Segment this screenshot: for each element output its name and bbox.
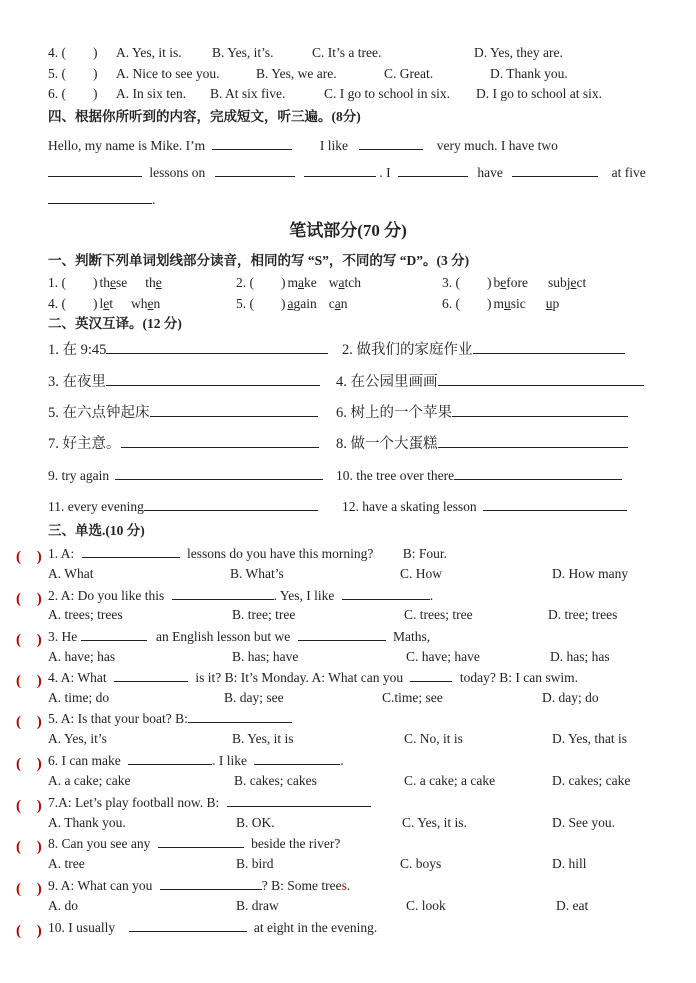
answer-blank[interactable] bbox=[160, 876, 262, 890]
phonics-word-1 bbox=[100, 275, 128, 290]
phonics-item-1 bbox=[48, 274, 162, 292]
answer-blank[interactable] bbox=[359, 136, 423, 150]
mc-q5-stem bbox=[48, 709, 292, 728]
word-part: sic bbox=[510, 296, 526, 311]
mc-q1-option-a[interactable]: A. What bbox=[48, 566, 94, 581]
passage-text: very much. I have two bbox=[436, 138, 558, 153]
mc-q4-stem bbox=[48, 668, 578, 687]
mc-q9-option-c[interactable]: C. look bbox=[406, 898, 446, 913]
passage-text: . I bbox=[379, 165, 391, 180]
mc-q4-option-a[interactable]: A. time; do bbox=[48, 690, 110, 705]
phonics-number[interactable]: 4. ( ) bbox=[48, 296, 98, 311]
translate-item-2 bbox=[342, 340, 625, 359]
answer-blank[interactable] bbox=[128, 751, 212, 765]
word-part: wh bbox=[131, 296, 148, 311]
translate-prompt: 7. 好主意。 bbox=[48, 436, 121, 452]
translate-prompt: 5. 在六点钟起床 bbox=[48, 405, 150, 421]
answer-bracket[interactable]: ( ) bbox=[16, 632, 48, 648]
mc-q5-option-a[interactable]: A. Yes, it’s bbox=[48, 731, 107, 746]
mc-q8-option-d[interactable]: D. hill bbox=[552, 856, 587, 871]
phonics-word-2 bbox=[548, 275, 586, 290]
translate-prompt: 10. the tree over there bbox=[336, 468, 455, 483]
stem-text: beside the river? bbox=[251, 836, 341, 851]
mc-q5-option-c[interactable]: C. No, it is bbox=[404, 731, 463, 746]
translate-item-8 bbox=[336, 434, 628, 453]
word-part: b bbox=[493, 275, 501, 290]
word-part: t bbox=[109, 296, 114, 311]
listen-q5-number: 5. ( ) bbox=[48, 66, 98, 81]
answer-blank[interactable] bbox=[115, 466, 323, 480]
passage-line-3: . bbox=[48, 190, 155, 209]
word-part: fore bbox=[506, 275, 528, 290]
listen-q6-option-b: B. At six five. bbox=[210, 86, 286, 101]
answer-blank[interactable] bbox=[106, 340, 328, 354]
answer-blank[interactable] bbox=[82, 544, 180, 558]
translate-prompt: 12. have a skating lesson bbox=[342, 499, 477, 514]
mc-q4-option-b[interactable]: B. day; see bbox=[224, 690, 284, 705]
answer-blank[interactable] bbox=[298, 627, 386, 641]
phonics-number[interactable]: 6. ( ) bbox=[442, 296, 492, 311]
word-part: n bbox=[340, 296, 348, 311]
listen-q5-option-c: C. Great. bbox=[384, 66, 434, 81]
translate-item-11 bbox=[48, 497, 318, 516]
mc-q9-option-a[interactable]: A. do bbox=[48, 898, 78, 913]
translate-item-5 bbox=[48, 403, 318, 422]
word-part: w bbox=[328, 275, 339, 290]
stem-text: is it? B: It’s Monday. A: What can you bbox=[195, 670, 404, 685]
underlined-letter: a bbox=[298, 275, 305, 290]
answer-blank[interactable] bbox=[106, 372, 320, 386]
passage-text: at five bbox=[611, 165, 646, 180]
phonics-word-2 bbox=[131, 296, 160, 311]
answer-blank[interactable] bbox=[48, 190, 152, 204]
answer-blank[interactable] bbox=[438, 434, 628, 448]
mc-q4-option-c[interactable]: C.time; see bbox=[382, 690, 443, 705]
phonics-word-2 bbox=[145, 275, 162, 290]
mc-q6-option-a[interactable]: A. a cake; cake bbox=[48, 773, 131, 788]
listen-q5-option-b: B. Yes, we are. bbox=[256, 66, 337, 81]
answer-blank[interactable] bbox=[150, 403, 318, 417]
translate-item-9 bbox=[48, 466, 323, 485]
stem-text: . bbox=[429, 588, 434, 603]
mc-q6-stem bbox=[48, 751, 344, 770]
stem-text: 1. A: bbox=[48, 546, 75, 561]
underlined-letter: a bbox=[334, 296, 341, 311]
stem-text: 8. Can you see any bbox=[48, 836, 151, 851]
answer-blank[interactable] bbox=[473, 340, 625, 354]
listen-q6-number: 6. ( ) bbox=[48, 86, 98, 101]
translate-item-3 bbox=[48, 372, 320, 391]
stem-text: 6. I can make bbox=[48, 753, 121, 768]
listen-q4-option-c: C. It’s a tree. bbox=[312, 45, 382, 60]
mc-q9-stem bbox=[48, 876, 350, 895]
answer-blank[interactable] bbox=[212, 136, 292, 150]
listen-q5-option-a: A. Nice to see you. bbox=[116, 66, 220, 81]
answer-blank[interactable] bbox=[172, 586, 274, 600]
answer-blank[interactable] bbox=[454, 466, 622, 480]
mc-q10-stem bbox=[48, 918, 377, 937]
answer-blank[interactable] bbox=[81, 627, 147, 641]
phonics-word-2 bbox=[329, 296, 348, 311]
answer-blank[interactable] bbox=[438, 372, 644, 386]
part4-heading: 四、根据你所听到的内容，完成短文，听三遍。(8分) bbox=[48, 109, 361, 124]
stem-text: 2. A: Do you like this bbox=[48, 588, 165, 603]
word-part: m bbox=[493, 296, 505, 311]
phonics-item-5 bbox=[236, 295, 348, 313]
word-part: gain bbox=[293, 296, 317, 311]
stem-text: . I like bbox=[212, 753, 247, 768]
mc-q2-stem bbox=[48, 586, 433, 605]
stem-text: at eight in the evening. bbox=[253, 920, 378, 935]
answer-blank[interactable] bbox=[227, 793, 371, 807]
section2-heading: 二、英汉互译。(12 分) bbox=[48, 316, 182, 331]
answer-bracket[interactable]: ( ) bbox=[16, 839, 48, 855]
underlined-letter: u bbox=[504, 296, 511, 311]
stem-text: B: Four. bbox=[402, 546, 448, 561]
mc-q7-option-d[interactable]: D. See you. bbox=[552, 815, 615, 830]
translate-prompt: 4. 在公园里画画 bbox=[336, 374, 438, 390]
answer-bracket[interactable]: ( ) bbox=[16, 673, 48, 689]
answer-blank[interactable] bbox=[410, 668, 452, 682]
phonics-item-3 bbox=[442, 274, 586, 292]
answer-bracket[interactable]: ( ) bbox=[16, 923, 48, 939]
phonics-number[interactable]: 3. ( ) bbox=[442, 275, 492, 290]
translate-item-10 bbox=[336, 466, 622, 485]
phonics-word-2 bbox=[329, 275, 361, 290]
mc-q6-option-d[interactable]: D. cakes; cake bbox=[552, 773, 631, 788]
mc-q9-option-b[interactable]: B. draw bbox=[236, 898, 279, 913]
translate-item-12 bbox=[342, 497, 627, 516]
answer-blank[interactable] bbox=[129, 918, 247, 932]
word-part: l bbox=[99, 296, 104, 311]
answer-blank[interactable] bbox=[215, 163, 295, 177]
answer-bracket[interactable]: ( ) bbox=[16, 591, 48, 607]
answer-blank[interactable] bbox=[512, 163, 598, 177]
stem-text: an English lesson but we bbox=[156, 629, 291, 644]
underlined-letter: e bbox=[103, 296, 110, 311]
section3-heading: 三、单选.(10 分) bbox=[48, 523, 145, 538]
mc-q8-option-c[interactable]: C. boys bbox=[400, 856, 442, 871]
written-section-title: 笔试部分(70 分) bbox=[289, 221, 407, 240]
answer-bracket[interactable]: ( ) bbox=[16, 756, 48, 772]
stem-text: . bbox=[340, 753, 344, 768]
answer-blank[interactable] bbox=[144, 497, 318, 511]
stem-text: today? B: I can swim. bbox=[459, 670, 578, 685]
phonics-word-1 bbox=[494, 275, 528, 290]
mc-q4-option-d[interactable]: D. day; do bbox=[542, 690, 599, 705]
word-part: th bbox=[145, 275, 156, 290]
section1-heading: 一、判断下列单词划线部分读音，相同的写 “S”，不同的写 “D”。(3 分) bbox=[48, 253, 470, 268]
passage-line-2 bbox=[48, 163, 646, 182]
translate-prompt: 3. 在夜里 bbox=[48, 374, 106, 390]
mc-q2-option-a[interactable]: A. trees; trees bbox=[48, 607, 123, 622]
passage-text: Hello, my name is Mike. I’m bbox=[48, 138, 206, 153]
phonics-word-1 bbox=[288, 296, 317, 311]
answer-bracket[interactable]: ( ) bbox=[16, 798, 48, 814]
mc-q7-stem bbox=[48, 793, 371, 812]
stem-text: Maths, bbox=[393, 629, 431, 644]
mc-q6-option-b[interactable]: B. cakes; cakes bbox=[234, 773, 317, 788]
word-part: tch bbox=[344, 275, 362, 290]
translate-prompt: 1. 在 9:45 bbox=[48, 342, 107, 358]
mc-q3-option-d[interactable]: D. has; has bbox=[550, 649, 610, 664]
answer-blank[interactable] bbox=[48, 163, 142, 177]
stem-text: 3. He bbox=[48, 629, 78, 644]
answer-blank[interactable] bbox=[254, 751, 340, 765]
answer-blank[interactable] bbox=[121, 434, 319, 448]
passage-line-1 bbox=[48, 136, 558, 155]
stem-text: 5. A: Is that your boat? B: bbox=[48, 711, 188, 726]
answer-bracket[interactable]: ( ) bbox=[16, 881, 48, 897]
translate-prompt: 2. 做我们的家庭作业 bbox=[342, 342, 473, 358]
phonics-number[interactable]: 1. ( ) bbox=[48, 275, 98, 290]
phonics-word-2 bbox=[546, 296, 560, 311]
phonics-word-1 bbox=[494, 296, 526, 311]
word-part: p bbox=[552, 296, 560, 311]
translate-item-4 bbox=[336, 372, 644, 391]
mc-q2-option-d[interactable]: D. tree; trees bbox=[548, 607, 618, 622]
answer-blank[interactable] bbox=[483, 497, 627, 511]
word-part: m bbox=[287, 275, 299, 290]
passage-text: lessons on bbox=[149, 165, 206, 180]
stem-text: lessons do you have this morning? bbox=[187, 546, 374, 561]
answer-blank[interactable] bbox=[158, 834, 244, 848]
underlined-letter: e bbox=[155, 275, 162, 290]
listen-q6-option-d: D. I go to school at six. bbox=[476, 86, 602, 101]
listen-q5-option-d: D. Thank you. bbox=[490, 66, 568, 81]
answer-bracket[interactable]: ( ) bbox=[16, 714, 48, 730]
answer-blank[interactable] bbox=[452, 403, 628, 417]
phonics-number[interactable]: 5. ( ) bbox=[236, 296, 286, 311]
mc-q2-option-c[interactable]: C. trees; tree bbox=[404, 607, 473, 622]
answer-blank[interactable] bbox=[114, 668, 188, 682]
translate-item-7 bbox=[48, 434, 319, 453]
answer-blank[interactable] bbox=[342, 586, 430, 600]
stem-text: . Yes, I like bbox=[273, 588, 335, 603]
underlined-letter: u bbox=[545, 296, 553, 311]
listen-q6-option-c: C. I go to school in six. bbox=[324, 86, 451, 101]
translate-prompt: 11. every evening bbox=[48, 499, 144, 514]
underlined-letter: e bbox=[147, 296, 154, 311]
listen-q4-number: 4. ( ) bbox=[48, 45, 98, 60]
underlined-letter: a bbox=[338, 275, 345, 290]
word-part: se bbox=[116, 275, 128, 290]
translate-prompt: 6. 树上的一个苹果 bbox=[336, 405, 452, 421]
word-part: c bbox=[328, 296, 335, 311]
answer-blank[interactable] bbox=[304, 163, 376, 177]
stem-text: ? B: Some tree bbox=[261, 878, 342, 893]
passage-text: I like bbox=[319, 138, 348, 153]
translate-prompt: 9. try again bbox=[48, 468, 110, 483]
answer-bracket[interactable]: ( ) bbox=[16, 549, 48, 565]
listen-q6-option-a: A. In six ten. bbox=[116, 86, 187, 101]
underlined-letter: a bbox=[287, 296, 294, 311]
mc-q7-option-b[interactable]: B. OK. bbox=[236, 815, 275, 830]
stem-text: 7.A: Let’s play football now. B: bbox=[48, 795, 220, 810]
word-part: ct bbox=[576, 275, 587, 290]
listen-q4-option-d: D. Yes, they are. bbox=[474, 45, 563, 60]
word-part: subj bbox=[547, 275, 571, 290]
phonics-item-2 bbox=[236, 274, 361, 292]
mc-q8-option-b[interactable]: B. bird bbox=[236, 856, 274, 871]
mc-q1-stem bbox=[48, 544, 447, 563]
mc-q8-option-a[interactable]: A. tree bbox=[48, 856, 85, 871]
mc-q7-option-a[interactable]: A. Thank you. bbox=[48, 815, 126, 830]
phonics-number[interactable]: 2. ( ) bbox=[236, 275, 286, 290]
underlined-letter: e bbox=[500, 275, 507, 290]
word-part: th bbox=[99, 275, 111, 290]
mc-q1-option-b[interactable]: B. What’s bbox=[230, 566, 284, 581]
mc-q7-option-c[interactable]: C. Yes, it is. bbox=[402, 815, 467, 830]
word-part: n bbox=[153, 296, 161, 311]
phonics-item-4 bbox=[48, 295, 160, 313]
mc-q5-option-b[interactable]: B. Yes, it is bbox=[232, 731, 294, 746]
answer-blank[interactable] bbox=[398, 163, 468, 177]
underlined-letter: e bbox=[110, 275, 117, 290]
mc-q5-option-d[interactable]: D. Yes, that is bbox=[552, 731, 628, 746]
stem-text: 9. A: What can you bbox=[48, 878, 153, 893]
stem-text: 4. A: What bbox=[48, 670, 107, 685]
mc-q6-option-c[interactable]: C. a cake; a cake bbox=[404, 773, 496, 788]
mc-q3-option-b[interactable]: B. has; have bbox=[232, 649, 299, 664]
passage-text: have bbox=[477, 165, 503, 180]
underlined-letter: e bbox=[570, 275, 577, 290]
phonics-word-1 bbox=[288, 275, 317, 290]
listen-q4-option-a: A. Yes, it is. bbox=[116, 45, 182, 60]
listen-q4-option-b: B. Yes, it’s. bbox=[212, 45, 274, 60]
translate-prompt: 8. 做一个大蛋糕 bbox=[336, 436, 438, 452]
stem-text: . bbox=[346, 878, 351, 893]
mc-q1-option-c[interactable]: C. How bbox=[400, 566, 443, 581]
phonics-word-1 bbox=[100, 296, 114, 311]
mc-q3-stem bbox=[48, 627, 430, 646]
mc-q8-stem bbox=[48, 834, 340, 853]
mc-q2-option-b[interactable]: B. tree; tree bbox=[232, 607, 296, 622]
word-part: ke bbox=[304, 275, 317, 290]
translate-item-6 bbox=[336, 403, 628, 422]
mc-q3-option-a[interactable]: A. have; has bbox=[48, 649, 116, 664]
answer-blank[interactable] bbox=[188, 709, 292, 723]
mc-q9-option-d[interactable]: D. eat bbox=[556, 898, 589, 913]
phonics-item-6 bbox=[442, 295, 559, 313]
translate-item-1 bbox=[48, 340, 328, 359]
mc-q1-option-d[interactable]: D. How many bbox=[552, 566, 629, 581]
stem-text: 10. I usually bbox=[48, 920, 116, 935]
mc-q3-option-c[interactable]: C. have; have bbox=[406, 649, 480, 664]
stem-text: s bbox=[341, 878, 347, 893]
